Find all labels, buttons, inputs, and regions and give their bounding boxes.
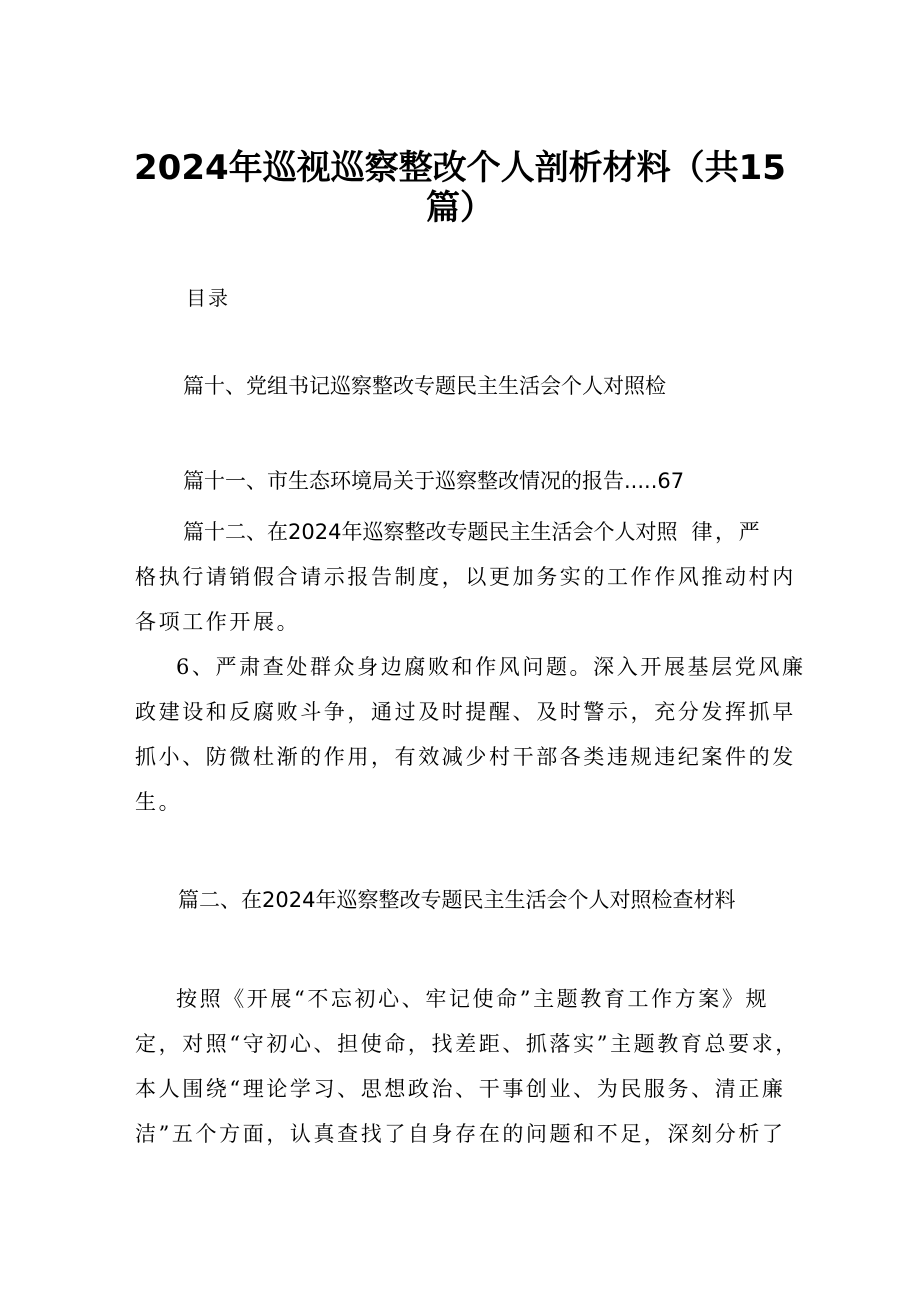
- body-line: 政建设和反腐败斗争，通过及时提醒、及时警示，充分发挥抓早: [135, 700, 796, 724]
- body-line: 6、严肃查处群众身边腐败和作风问题。深入开展基层党风廉: [176, 655, 806, 679]
- toc-entry-text: 篇十二、在2024年巡察整改专题民主生活会个人对照: [183, 520, 678, 544]
- intro-line: 定，对照“守初心、担使命，找差距、抓落实”主题教育总要求，: [135, 1032, 799, 1056]
- toc-entry: 篇十、党组书记巡察整改专题民主生活会个人对照检: [183, 374, 666, 398]
- toc-entry-tail: 律，严: [691, 520, 763, 544]
- toc-label: 目录: [186, 286, 230, 310]
- document-title-line-1: 2024年巡视巡察整改个人剖析材料（共15: [134, 148, 786, 188]
- intro-line: 洁”五个方面，认真查找了自身存在的问题和不足，深刻分析了: [135, 1122, 786, 1146]
- intro-line: 本人围绕“理论学习、思想政治、干事创业、为民服务、清正廉: [135, 1077, 786, 1101]
- body-line: 抓小、防微杜渐的作用，有效减少村干部各类违规违纪案件的发: [135, 745, 796, 769]
- section-heading: 篇二、在2024年巡察整改专题民主生活会个人对照检查材料: [178, 888, 736, 912]
- body-line: 格执行请销假合请示报告制度，以更加务实的工作作风推动村内: [135, 565, 796, 589]
- toc-entry: [183, 517, 762, 547]
- body-line: 生。: [135, 790, 183, 814]
- document-title-line-2: 篇）: [426, 188, 494, 228]
- intro-line: 按照《开展“不忘初心、牢记使命”主题教育工作方案》规: [176, 987, 770, 1011]
- body-line: 各项工作开展。: [135, 610, 301, 634]
- toc-entry: 篇十一、市生态环境局关于巡察整改情况的报告.....67: [183, 469, 685, 493]
